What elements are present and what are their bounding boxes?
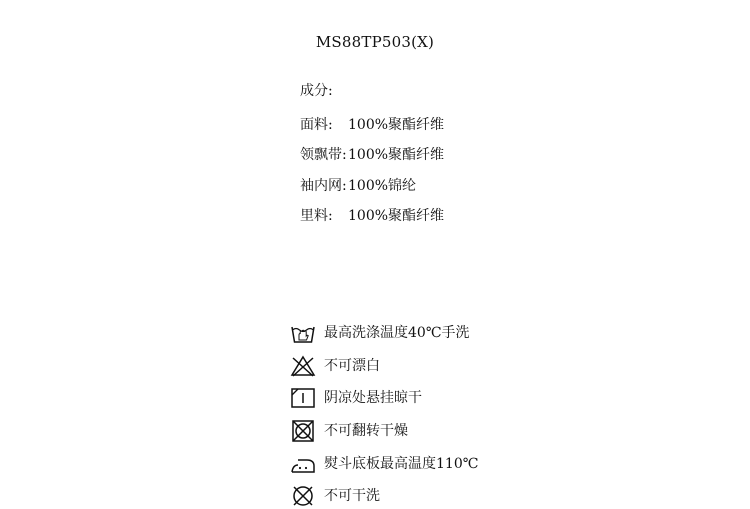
hand-wash-icon (290, 321, 316, 345)
line-dry-shade-icon (290, 386, 316, 410)
care-text: 最高洗涤温度40℃手洗 (324, 325, 470, 341)
composition-value: 100%聚酯纤维 (348, 208, 445, 224)
composition-section (300, 80, 445, 224)
model-code: MS88TP503(X) (315, 33, 435, 51)
composition-row (300, 145, 444, 165)
care-row-no-dry-clean (290, 483, 590, 509)
composition-title: 成分: (300, 83, 333, 99)
care-row-no-bleach (290, 353, 590, 379)
care-text: 不可干洗 (324, 488, 380, 504)
no-dry-clean-icon (290, 484, 316, 508)
no-bleach-icon (290, 354, 316, 378)
care-row-iron (290, 451, 590, 477)
care-text: 不可漂白 (324, 358, 380, 374)
care-text: 阴凉处悬挂晾干 (324, 390, 422, 406)
composition-row (300, 206, 444, 226)
composition-part: 领飘带: (300, 147, 347, 163)
composition-value: 100%锦纶 (348, 178, 417, 194)
iron-medium-icon (290, 452, 316, 476)
composition-part: 袖内网: (300, 178, 347, 194)
no-tumble-dry-icon (290, 419, 316, 443)
care-text: 熨斗底板最高温度110℃ (324, 456, 479, 472)
care-row-hand-wash (290, 320, 590, 346)
care-row-no-tumble-dry (290, 418, 590, 444)
care-text: 不可翻转干燥 (324, 423, 408, 439)
care-row-line-dry (290, 385, 590, 411)
composition-value: 100%聚酯纤维 (348, 117, 445, 133)
composition-part: 面料: (300, 117, 333, 133)
composition-part: 里料: (300, 208, 333, 224)
composition-row (300, 115, 444, 135)
composition-row (300, 176, 416, 196)
composition-value: 100%聚酯纤维 (348, 147, 445, 163)
